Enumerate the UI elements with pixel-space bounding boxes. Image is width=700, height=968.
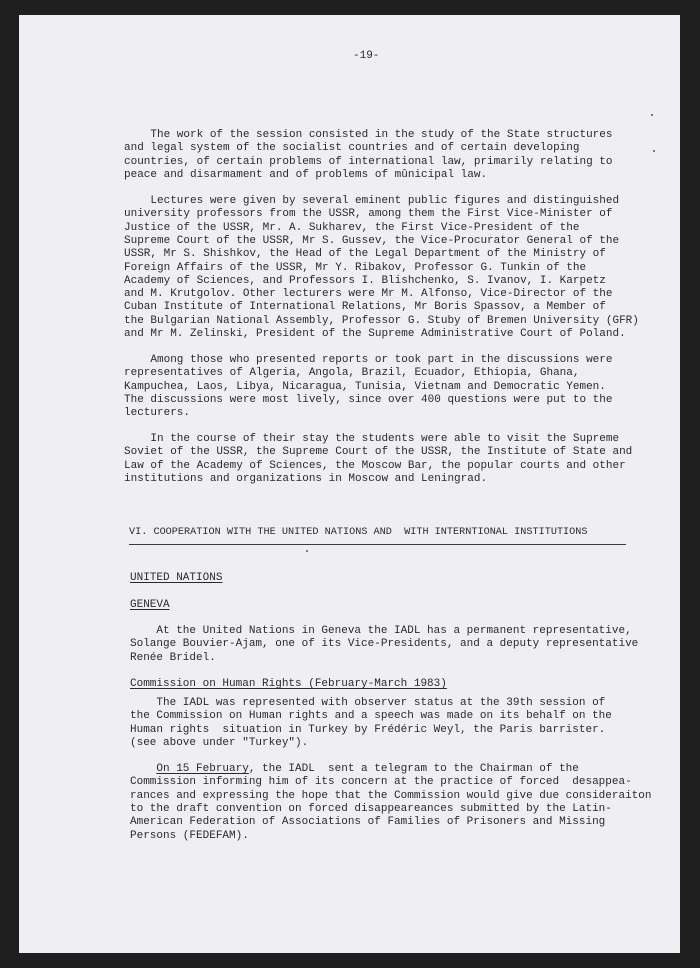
text-line: Among those who presented reports or took part in the discussions were <box>124 354 613 366</box>
text-line: the Commission on Human rights and a speech was made on its behalf on the <box>130 710 612 723</box>
text-line: peace and disarmament and of problems of mûnicipal law. <box>124 168 488 181</box>
text-line: Human rights situation in Turkey by Frédéric Weyl, the Paris barrister. <box>130 723 606 736</box>
text-line: institutions and organizations in Moscow and Leningrad. <box>124 472 488 485</box>
text-line: representatives of Algeria, Angola, Brazil, Ecuador, Ethiopia, Ghana, <box>124 367 580 380</box>
text-line: Kampuchea, Laos, Libya, Nicaragua, Tunisia, Vietnam and Democratic Yemen. <box>124 380 606 393</box>
text-line: Lectures were given by several eminent public figures and distinguished <box>124 195 620 207</box>
text-line: Justice of the USSR, Mr. A. Sukharev, the First Vice-President of the <box>124 221 580 234</box>
text-line: to the draft convention on forced disappeareances submitted by the Latin- <box>130 802 612 815</box>
subheading-united-nations: UNITED NATIONS <box>130 572 223 584</box>
text-line: (see above under "Turkey"). <box>130 736 309 749</box>
text-line: university professors from the USSR, among them the First Vice-Minister of <box>124 208 613 221</box>
text-line: USSR, Mr S. Shishkov, the Head of the Legal Department of the Ministry of <box>124 248 606 261</box>
text-line: The discussions were most lively, since over 400 questions were put to the <box>124 393 613 406</box>
text-line: and M. Krutgolov. Other lecturers were Mr M. Alfonso, Vice-Director of the <box>124 288 613 301</box>
subheading-commission-human-rights: Commission on Human Rights (February-March 1983) <box>130 678 447 690</box>
telegram-date: On 15 February <box>156 763 249 775</box>
document-page <box>19 15 680 953</box>
text-line: Supreme Court of the USSR, Mr S. Gussev, the Vice-Procurator General of the <box>124 234 620 247</box>
text-line: The work of the session consisted in the study of the State structures <box>124 129 613 141</box>
scan-speck <box>651 114 653 116</box>
text-line: lecturers. <box>124 407 191 420</box>
text-line: The IADL was represented with observer status at the 39th session of <box>130 697 606 709</box>
text-line: the Bulgarian National Assembly, Professor G. Stuby of Bremen University (GFR) <box>124 314 639 327</box>
text-line: Solange Bouvier-Ajam, one of its Vice-Presidents, and a deputy representative <box>130 638 639 651</box>
text-line: and legal system of the socialist countries and of certain developing <box>124 142 580 155</box>
scan-speck <box>306 550 308 552</box>
page-number: -19- <box>353 50 380 62</box>
text-line: Renée Bridel. <box>130 651 216 664</box>
text-line: In the course of their stay the students were able to visit the Supreme <box>124 433 620 445</box>
text-line: At the United Nations in Geneva the IADL has a permanent representative, <box>130 625 632 637</box>
text-line <box>130 763 579 776</box>
text-line: Cuban Institute of International Relations, Mr Boris Spassov, a Member of <box>124 301 606 314</box>
text-line: Soviet of the USSR, the Supreme Court of the USSR, the Institute of State and <box>124 446 633 459</box>
text-line: Commission informing him of its concern at the practice of forced desappea- <box>130 776 632 789</box>
section-heading-rule <box>129 544 626 545</box>
text-line: rances and expressing the hope that the Commission would give due consideraiton <box>130 789 652 802</box>
text-line: countries, of certain problems of international law, primarily relating to <box>124 155 613 168</box>
text-line: American Federation of Associations of Families of Prisoners and Missing <box>130 816 606 829</box>
scan-speck <box>653 150 655 152</box>
subheading-geneva: GENEVA <box>130 599 170 611</box>
text-line: Foreign Affairs of the USSR, Mr Y. Ribakov, Professor G. Tunkin of the <box>124 261 587 274</box>
text-line: Persons (FEDEFAM). <box>130 829 249 842</box>
text-line: Academy of Sciences, and Professors I. Blishchenko, S. Ivanov, I. Karpetz <box>124 274 606 287</box>
text-line: and Mr M. Zelinski, President of the Supreme Administrative Court of Poland. <box>124 328 626 340</box>
section-heading: VI. COOPERATION WITH THE UNITED NATIONS AND WITH INTERNTIONAL INSTITUTIONS <box>129 527 588 538</box>
text-line: Law of the Academy of Sciences, the Moscow Bar, the popular courts and other <box>124 459 626 472</box>
telegram-first-line: , the IADL sent a telegram to the Chairman of the <box>248 763 579 775</box>
